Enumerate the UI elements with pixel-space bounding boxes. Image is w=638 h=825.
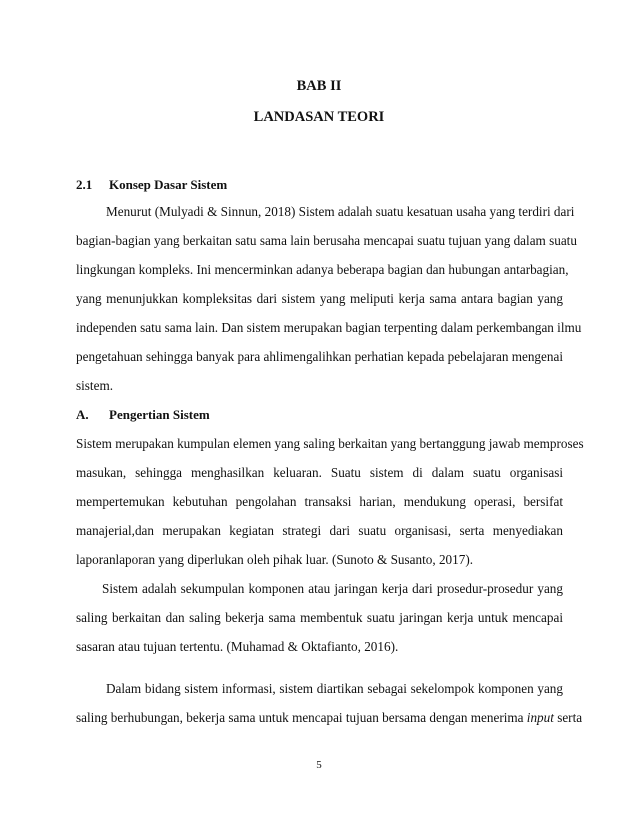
section-title: Konsep Dasar Sistem bbox=[109, 177, 228, 192]
paragraph-line: independen satu sama lain. Dan sistem merupakan bagian terpenting dalam perkembangan ilmu bbox=[76, 320, 582, 335]
paragraph-line: mempertemukan kebutuhan pengolahan transaksi harian, mendukung operasi, bersifat bbox=[76, 494, 563, 509]
paragraph-line: masukan, sehingga menghasilkan keluaran. Suatu sistem di dalam suatu organisasi bbox=[76, 465, 563, 480]
chapter-title: LANDASAN TEORI bbox=[253, 109, 385, 125]
paragraph-line: Menurut (Mulyadi & Sinnun, 2018) Sistem adalah suatu kesatuan usaha yang terdiri dari bbox=[106, 204, 575, 219]
section-number: 2.1 bbox=[76, 177, 93, 192]
text-run: serta bbox=[553, 710, 583, 725]
page-number: 5 bbox=[316, 759, 322, 771]
paragraph-line: Sistem adalah sekumpulan komponen atau jaringan kerja dari prosedur-prosedur yang bbox=[102, 581, 563, 596]
italic-term: input bbox=[526, 710, 554, 725]
paragraph-line bbox=[76, 710, 583, 726]
subsection-title: Pengertian Sistem bbox=[109, 407, 210, 422]
paragraph-line: laporanlaporan yang diperlukan oleh pihak luar. (Sunoto & Susanto, 2017). bbox=[76, 552, 474, 567]
paragraph-line: manajerial,dan merupakan kegiatan strategi dari suatu organisasi, serta menyediakan bbox=[76, 523, 563, 538]
paragraph-line: saling berkaitan dan saling bekerja sama membentuk suatu jaringan kerja untuk mencapai bbox=[76, 610, 563, 625]
paragraph-line: lingkungan kompleks. Ini mencerminkan adanya beberapa bagian dan hubungan antarbagian, bbox=[76, 262, 569, 277]
text-run: saling berhubungan, bekerja sama untuk mencapai tujuan bersama dengan menerima bbox=[76, 710, 527, 725]
paragraph-line: Dalam bidang sistem informasi, sistem diartikan sebagai sekelompok komponen yang bbox=[106, 681, 563, 696]
paragraph-line: sasaran atau tujuan tertentu. (Muhamad & Oktafianto, 2016). bbox=[76, 639, 399, 654]
paragraph-line: sistem. bbox=[76, 378, 113, 393]
paragraph-line: bagian-bagian yang berkaitan satu sama lain berusaha mencapai suatu tujuan yang dalam suatu bbox=[76, 233, 577, 248]
paragraph-line: Sistem merupakan kumpulan elemen yang saling berkaitan yang bertanggung jawab memproses bbox=[76, 436, 584, 451]
subsection-number: A. bbox=[76, 407, 89, 422]
chapter-heading: BAB II bbox=[296, 78, 342, 94]
paragraph-line: pengetahuan sehingga banyak para ahlimengalihkan perhatian kepada pebelajaran mengenai bbox=[76, 349, 563, 364]
paragraph-line: yang menunjukkan kompleksitas dari sistem yang meliputi kerja sama antara bagian yang bbox=[76, 291, 563, 306]
